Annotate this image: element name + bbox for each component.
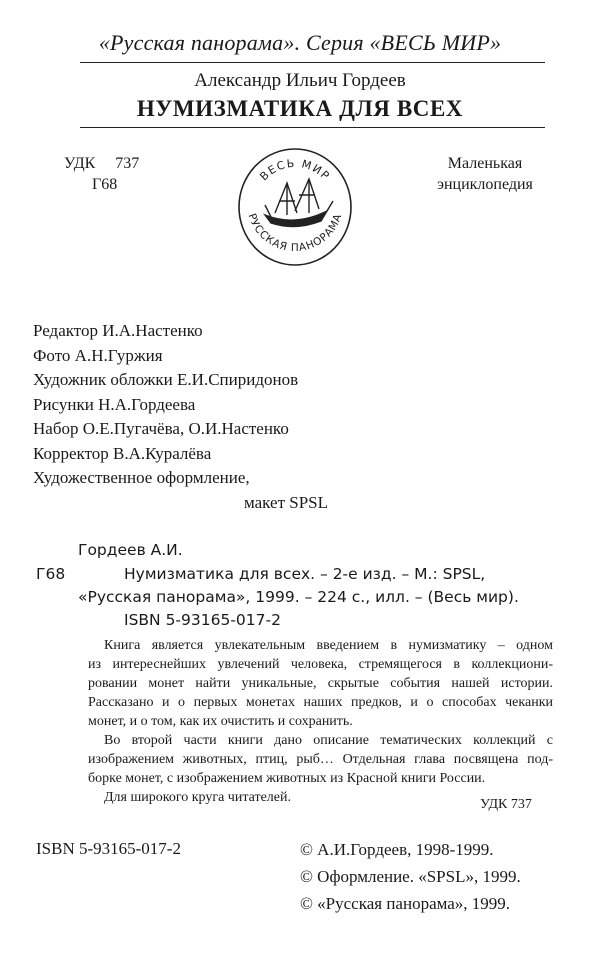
series-note-line1: Маленькая (447, 155, 523, 172)
credit-cover-artist: Художник обложки Е.И.Спиридонов (33, 370, 299, 389)
biblio-author: Гордеев А.И. (78, 541, 183, 559)
biblio-isbn: ISBN 5-93165-017-2 (124, 611, 281, 629)
series-note-line2: энциклопедия (437, 176, 533, 193)
annotation-paragraph-2 (88, 731, 553, 788)
credit-drawings: Рисунки Н.А.Гордеева (33, 394, 196, 414)
annotation-line: Книга является увлекательным введением в нумизматику – одном (104, 638, 553, 653)
bbk-code: Г68 (92, 176, 118, 193)
ship-icon (265, 179, 333, 227)
footer-isbn: ISBN 5-93165-017-2 (36, 839, 181, 858)
annotation (88, 636, 553, 807)
copyright-publisher: © «Русская панорама», 1999. (300, 894, 511, 913)
credit-photo: Фото А.Н.Гуржия (33, 345, 163, 365)
udk-number: 737 (115, 155, 140, 172)
credit-editor: Редактор И.А.Настенко (33, 321, 203, 340)
annotation-paragraph-1 (88, 636, 553, 731)
annotation-line: Во второй части книги дано описание тематических коллекций с (104, 733, 553, 748)
credit-design: Художественное оформление, (33, 468, 250, 487)
logo-text-bottom: РУССКАЯ ПАНОРАМА (245, 211, 345, 255)
svg-text:ВЕСЬ МИР (257, 157, 332, 183)
udk-block (64, 153, 139, 195)
svg-text:РУССКАЯ ПАНОРАМА (246, 212, 345, 254)
annotation-line: ровании монет найти уникальные, скрытые события нашей истории. (88, 676, 553, 691)
credit-typesetting: Набор О.Е.Пугачёва, О.И.Настенко (33, 419, 289, 438)
title-divider (80, 127, 545, 128)
publisher-logo-icon (235, 145, 355, 275)
biblio-line-2: «Русская панорама», 1999. – 224 с., илл. – (Весь мир). (78, 588, 519, 606)
credit-proofreader: Корректор В.А.Куралёва (33, 443, 212, 463)
series-note (430, 153, 540, 195)
annotation-udk: УДК 737 (480, 797, 532, 812)
annotation-line: изображением животных, птиц, рыб… Отдельная глава посвящена под- (88, 752, 553, 767)
biblio-line-1: Нумизматика для всех. – 2-е изд. – М.: SPSL, (124, 565, 486, 583)
credit-layout: макет SPSL (244, 492, 328, 512)
annotation-line: Рассказано и о первых монетах наших предков, и о способах чеканки (88, 695, 553, 710)
annotation-line: монет, и о том, как их очистить и сохранить. (88, 714, 353, 729)
copyright-design: © Оформление. «SPSL», 1999. (300, 867, 521, 886)
book-title: НУМИЗМАТИКА ДЛЯ ВСЕХ (136, 96, 464, 121)
annotation-line: из интереснейших увлечений человека, стремящегося в коллекциони- (88, 657, 553, 672)
credits-list (33, 319, 328, 515)
series-header: «Русская панорама». Серия «ВЕСЬ МИР» (98, 30, 502, 55)
logo-text-top: ВЕСЬ МИР (257, 156, 333, 184)
annotation-line: борке монет, с изображением животных из Красной книги России. (88, 771, 486, 786)
book-author: Александр Ильич Гордеев (194, 70, 406, 91)
copyright-block (300, 836, 521, 917)
udk-label: УДК (64, 155, 96, 172)
copyright-author: © А.И.Гордеев, 1998-1999. (300, 840, 494, 859)
annotation-line: Для широкого круга читателей. (104, 790, 292, 805)
biblio-code: Г68 (36, 565, 66, 583)
top-divider (80, 62, 545, 63)
